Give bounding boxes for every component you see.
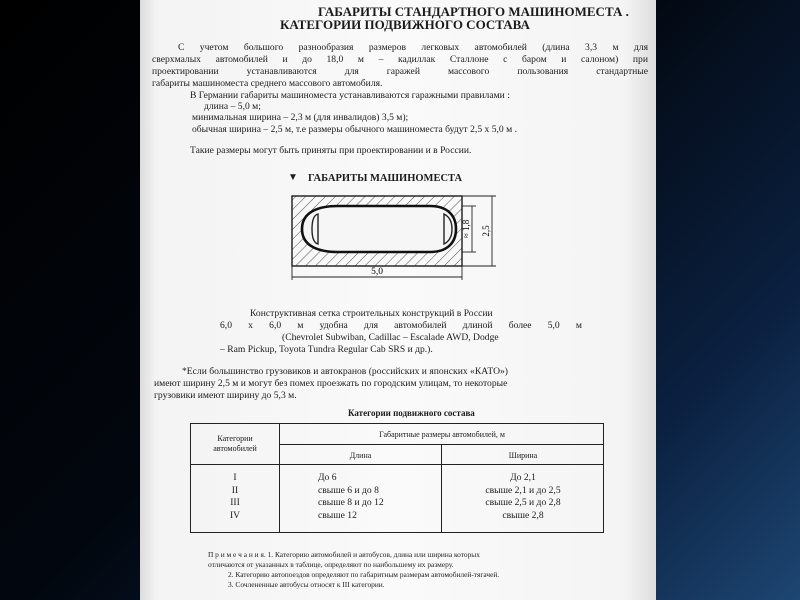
table-caption: Категории подвижного состава: [348, 408, 475, 418]
table-row: До 2,1: [510, 472, 536, 483]
parking-space-diagram: [290, 192, 520, 288]
germany-lead: В Германии габариты машиноместа устанавливаются гаражными правилами :: [190, 90, 510, 101]
intro-line: проектировании устанавливаются для гаражей массового пользования стандартные: [152, 66, 648, 77]
category-column: [191, 472, 279, 522]
table-note: П р и м е ч а н и я. 1. Категорию автомобилей и автобусов, длина или ширина которых: [208, 550, 480, 559]
space-width-label: 2,5: [481, 225, 491, 237]
germany-item: обычная ширина – 2,5 м, т.е размеры обычного машиноместа будут 2,5 х 5,0 м .: [192, 124, 517, 135]
russia-note: Такие размеры могут быть приняты при проектировании и в России.: [190, 145, 472, 156]
length-label: 5,0: [371, 267, 383, 277]
table-row: III: [230, 497, 240, 508]
trucks-note-line: грузовики имеют ширину до 5,3 м.: [154, 390, 297, 401]
grid-note-line: – Ram Pickup, Toyota Tundra Regular Cab SRS и др.).: [220, 344, 433, 355]
diagram-title: ГАБАРИТЫ МАШИНОМЕСТА: [308, 173, 463, 184]
trucks-note-line: имеют ширину 2,5 м и могут без помех проезжать по городским улицам, то некоторые: [154, 378, 508, 389]
intro-line: сверхмалых автомобилей и до 18,0 м – кадиллак Сталлоне с баром и салоном) при: [152, 54, 648, 65]
header-category: Категории автомобилей: [213, 434, 257, 453]
table-row: свыше 2,5 и до 2,8: [485, 497, 561, 508]
table-row: До 6: [318, 472, 337, 483]
categories-table: [190, 423, 604, 533]
car-outline: [302, 206, 456, 252]
length-column: [280, 472, 441, 522]
table-row: свыше 2,8: [502, 509, 544, 521]
page-title: ГАБАРИТЫ СТАНДАРТНОГО МАШИНОМЕСТА .: [318, 4, 629, 19]
header-length: Длина: [349, 451, 372, 460]
trucks-note-line: *Если большинство грузовиков и автокранов (российских и японских «КАТО»): [182, 366, 508, 377]
document-page: [140, 0, 656, 600]
table-note: 2. Категорию автопоездов определяют по габаритным размерам автомобилей-тягачей.: [228, 570, 500, 579]
germany-item: длина – 5,0 м;: [204, 101, 261, 112]
grid-note-line: 6,0 х 6,0 м удобна для автомобилей длиной более 5,0 м: [220, 320, 582, 331]
table-row: свыше 12: [318, 509, 357, 521]
table-note: отличаются от указанных в таблице, определяют по наибольшему их размеру.: [208, 560, 454, 569]
intro-line: габариты машиноместа среднего массового автомобиля.: [152, 78, 383, 89]
table-row: свыше 2,1 и до 2,5: [485, 484, 561, 496]
diagram-marker: ▼: [288, 172, 298, 183]
intro-line: С учетом большого разнообразия размеров легковых автомобилей (длина 3,3 м для: [178, 42, 648, 53]
table-row: II: [231, 484, 239, 496]
germany-item: минимальная ширина – 2,3 м (для инвалидов) 3,5 м);: [192, 112, 409, 123]
table-row: I: [233, 472, 237, 483]
grid-note-line: Конструктивная сетка строительных конструкций в России: [250, 308, 493, 319]
page-subtitle: КАТЕГОРИИ ПОДВИЖНОГО СОСТАВА: [280, 17, 530, 32]
header-dimensions: Габаритные размеры автомобилей, м: [379, 430, 505, 439]
grid-note-line: (Chevrolet Subwiban, Cadillac – Escalade AWD, Dodge: [282, 332, 499, 343]
table-row: IV: [229, 509, 241, 521]
header-width: Ширина: [508, 451, 538, 460]
width-column: [442, 472, 604, 522]
table-note: 3. Сочлененные автобусы относят к III категории.: [228, 580, 385, 589]
car-width-label: ≈ 1,8: [461, 219, 471, 239]
table-row: свыше 8 и до 12: [318, 497, 384, 508]
table-row: свыше 6 и до 8: [318, 484, 379, 496]
